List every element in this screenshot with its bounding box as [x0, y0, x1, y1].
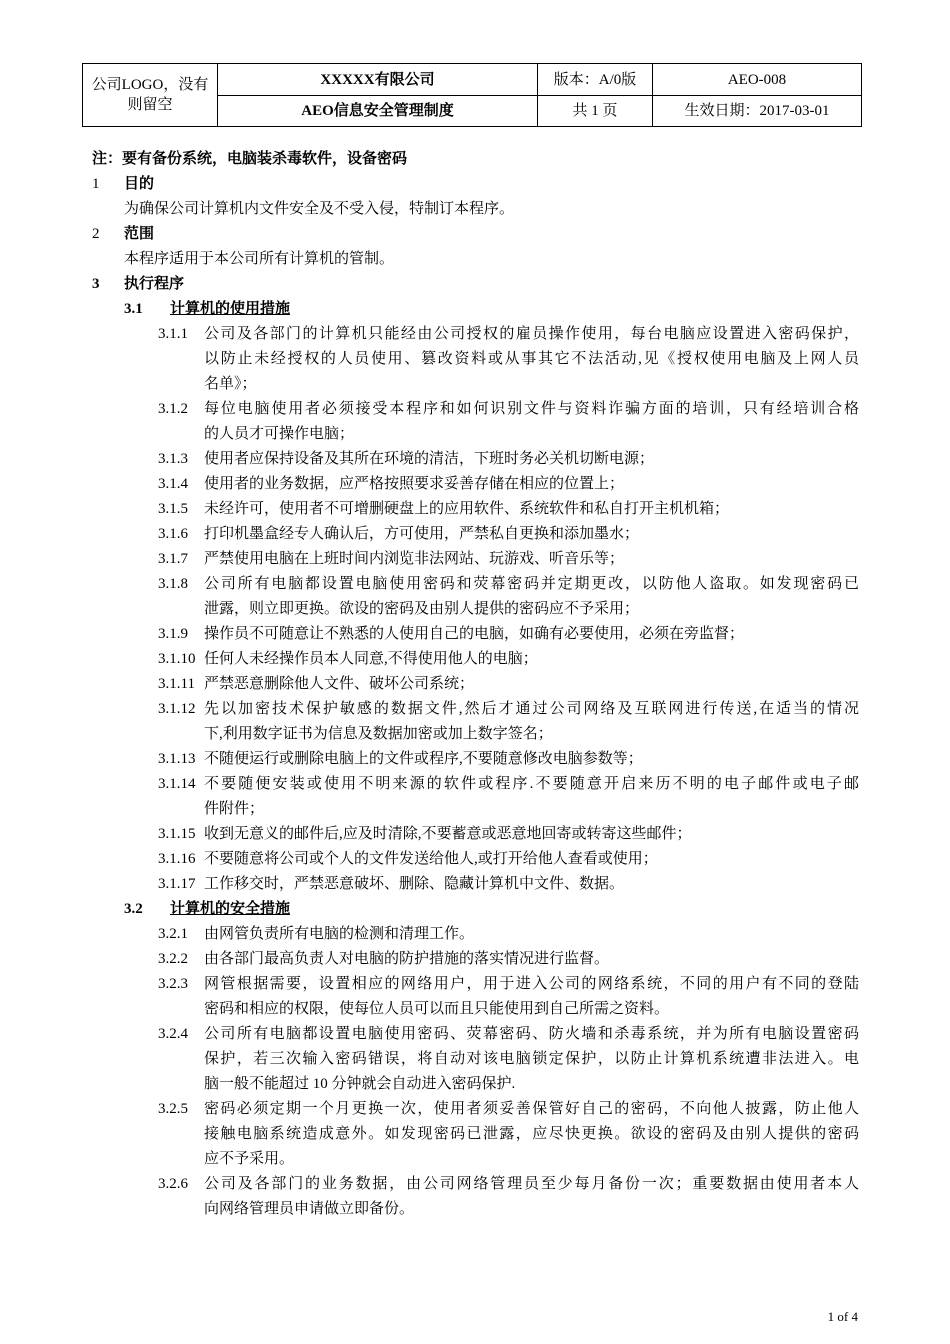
list-item-text-line: 密码和相应的权限，使每位人员可以而且只能使用到自己所需之资料。 [204, 1001, 670, 1017]
document-header-table [82, 63, 862, 127]
list-item-text-line: 严禁使用电脑在上班时间内浏览非法网站、玩游戏、听音乐等； [204, 551, 625, 567]
list-item-number: 3.2.6 [158, 1176, 188, 1192]
list-item-text-line: 网管根据需要，设置相应的网络用户，用于进入公司的网络系统，不同的用户有不同的登陆 [204, 976, 859, 992]
document-title: AEO信息安全管理制度 [218, 96, 538, 127]
page-count-cell: 共 1 页 [538, 96, 653, 127]
list-item-number: 3.2.3 [158, 976, 188, 992]
doc-number-cell: AEO-008 [653, 64, 862, 96]
list-item-text-line: 件附件； [204, 801, 265, 817]
list-item-text-line: 每位电脑使用者必须接受本程序和如何识别文件与资料诈骗方面的培训，只有经培训合格 [204, 401, 859, 417]
logo-placeholder-text: 公司LOGO，没有则留空 [91, 77, 209, 113]
section-2-number: 2 [92, 226, 100, 242]
effective-date-cell: 生效日期：2017-03-01 [653, 96, 862, 127]
section-2-title: 范围 [124, 226, 155, 242]
list-item-text-line: 的人员才可操作电脑； [204, 426, 355, 442]
list-item-number: 3.1.12 [158, 701, 196, 717]
list-item-text-line: 不要随便安装或使用不明来源的软件或程序.不要随意开启来历不明的电子邮件或电子邮 [204, 776, 859, 792]
list-item-number: 3.1.2 [158, 401, 188, 417]
section-3-title: 执行程序 [124, 276, 185, 292]
list-item-text-line: 先以加密技术保护敏感的数据文件,然后才通过公司网络及互联网进行传送,在适当的情况 [204, 701, 859, 717]
list-item-text-line: 接触电脑系统造成意外。如发现密码已泄露，应尽快更换。欲设的密码及由别人提供的密码 [204, 1126, 859, 1142]
list-item-text-line: 打印机墨盒经专人确认后，方可使用，严禁私自更换和添加墨水； [204, 526, 640, 542]
list-item-text-line: 公司及各部门的业务数据，由公司网络管理员至少每月备份一次；重要数据由使用者本人 [204, 1176, 859, 1192]
list-item-text-line: 工作移交时，严禁恶意破坏、删除、隐藏计算机中文件、数据。 [204, 876, 625, 892]
list-item-text-line: 公司所有电脑都设置电脑使用密码、荧幕密码、防火墙和杀毒系统，并为所有电脑设置密码 [204, 1026, 859, 1042]
list-item-text-line: 保护，若三次输入密码错误，将自动对该电脑锁定保护，以防止计算机系统遭非法进入。电 [204, 1051, 859, 1067]
section-1-body: 为确保公司计算机内文件安全及不受入侵，特制订本程序。 [124, 201, 515, 217]
page-footer: 1 of 4 [827, 1309, 858, 1324]
list-item-text-line: 使用者的业务数据，应严格按照要求妥善存储在相应的位置上； [204, 476, 625, 492]
subsection-3-1-number: 3.1 [124, 301, 143, 317]
list-item-number: 3.2.5 [158, 1101, 188, 1117]
section-2-body: 本程序适用于本公司所有计算机的管制。 [124, 251, 395, 267]
list-item-text-line: 严禁恶意删除他人文件、破坏公司系统； [204, 676, 475, 692]
list-item-text-line: 以防止未经授权的人员使用、篡改资料或从事其它不法活动,见《授权使用电脑及上网人员 [204, 351, 859, 367]
subsection-3-2-title: 计算机的安全措施 [170, 901, 291, 917]
list-item-text-line: 由各部门最高负责人对电脑的防护措施的落实情况进行监督。 [204, 951, 610, 967]
list-item-text-line: 不要随意将公司或个人的文件发送给他人,或打开给他人查看或使用； [204, 851, 658, 867]
list-item-text-line: 操作员不可随意让不熟悉的人使用自己的电脑，如确有必要使用，必须在旁监督； [204, 626, 745, 642]
list-item-number: 3.2.1 [158, 926, 188, 942]
subsection-3-1-title: 计算机的使用措施 [170, 301, 291, 317]
list-item-text-line: 公司及各部门的计算机只能经由公司授权的雇员操作使用，每台电脑应设置进入密码保护， [204, 326, 859, 342]
list-item-number: 3.2.4 [158, 1026, 188, 1042]
section-1-number: 1 [92, 176, 100, 192]
logo-placeholder [83, 64, 218, 127]
section-3-number: 3 [92, 276, 100, 292]
list-item-number: 3.1.4 [158, 476, 188, 492]
subsection-3-2-number: 3.2 [124, 901, 143, 917]
list-item-text-line: 应不予采用。 [204, 1151, 295, 1167]
section-1-title: 目的 [124, 176, 155, 192]
version-cell: 版本：A/0版 [538, 64, 653, 96]
list-item-text-line: 收到无意义的邮件后,应及时清除,不要蓄意或恶意地回寄或转寄这些邮件； [204, 826, 692, 842]
list-item-text-line: 泄露，则立即更换。欲设的密码及由别人提供的密码应不予采用； [204, 601, 640, 617]
company-name: XXXXX有限公司 [218, 64, 538, 96]
list-item-text-line: 不随便运行或删除电脑上的文件或程序,不要随意修改电脑参数等； [204, 751, 643, 767]
list-item-text-line: 名单》； [204, 376, 257, 392]
list-item-number: 3.1.6 [158, 526, 188, 542]
list-item-text-line: 由网管负责所有电脑的检测和清理工作。 [204, 926, 475, 942]
list-item-number: 3.1.9 [158, 626, 188, 642]
list-item-text-line: 公司所有电脑都设置电脑使用密码和荧幕密码并定期更改，以防他人盗取。如发现密码已 [204, 576, 859, 592]
list-item-number: 3.1.11 [158, 676, 195, 692]
list-item-number: 3.1.14 [158, 776, 196, 792]
list-item-text-line: 密码必须定期一个月更换一次，使用者须妥善保管好自己的密码，不向他人披露，防止他人 [204, 1101, 859, 1117]
list-item-number: 3.2.2 [158, 951, 188, 967]
list-item-text-line: 下,利用数字证书为信息及数据加密或加上数字签名； [204, 726, 553, 742]
list-item-number: 3.1.13 [158, 751, 196, 767]
list-item-number: 3.1.1 [158, 326, 188, 342]
list-item-text-line: 使用者应保持设备及其所在环境的清洁，下班时务必关机切断电源； [204, 451, 655, 467]
list-item-number: 3.1.17 [158, 876, 196, 892]
note-line: 注：要有备份系统，电脑装杀毒软件，设备密码 [92, 151, 408, 167]
list-item-text-line: 脑一般不能超过 10 分钟就会自动进入密码保护. [204, 1076, 516, 1092]
list-item-number: 3.1.8 [158, 576, 188, 592]
list-item-text-line: 任何人未经操作员本人同意,不得使用他人的电脑； [204, 651, 538, 667]
list-item-text-line: 未经许可，使用者不可增删硬盘上的应用软件、系统软件和私自打开主机机箱； [204, 501, 730, 517]
list-item-number: 3.1.15 [158, 826, 196, 842]
list-item-number: 3.1.3 [158, 451, 188, 467]
list-item-number: 3.1.5 [158, 501, 188, 517]
list-item-number: 3.1.7 [158, 551, 188, 567]
list-item-number: 3.1.10 [158, 651, 196, 667]
list-item-number: 3.1.16 [158, 851, 196, 867]
list-item-text-line: 向网络管理员申请做立即备份。 [204, 1201, 415, 1217]
